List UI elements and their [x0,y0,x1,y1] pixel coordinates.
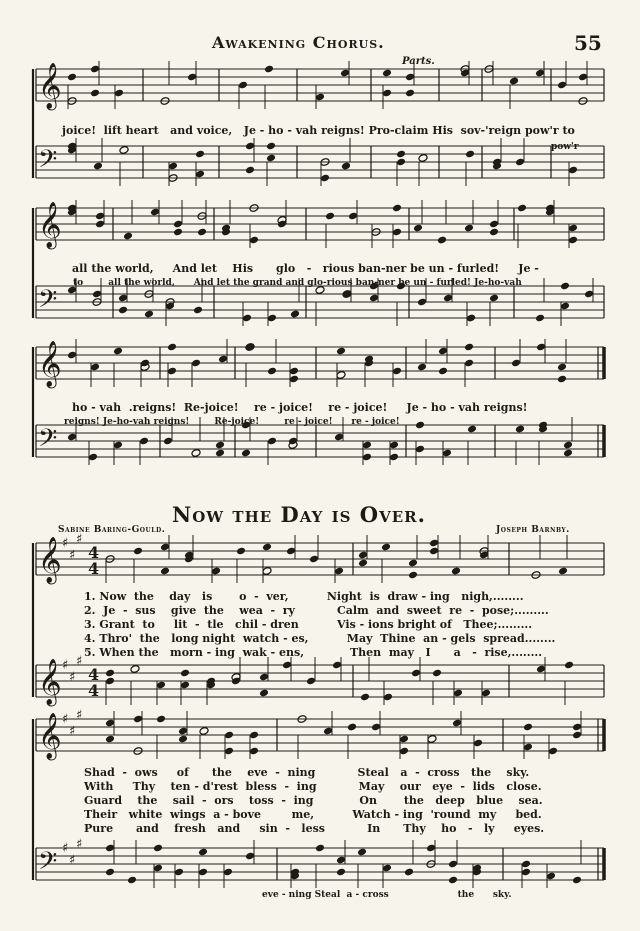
note-head [262,543,272,552]
bass-clef-icon: 𝄢 [38,424,58,459]
note-head [489,228,499,237]
note-head [560,282,570,291]
note-head [144,310,154,319]
note-head [451,567,461,576]
note-head [357,848,367,857]
chorus-bass-lyrics-line-2: to all the world, And let the grand and glo-rious ban-ner be un - furled! Je-ho-vah [73,278,522,288]
note-head [509,77,519,86]
note-head [405,89,415,98]
note-head [173,228,183,237]
note-head [336,347,346,356]
note-head [266,142,276,151]
sharp-icon: ♯ [62,841,69,856]
time-signature-denominator: 4 [88,681,100,700]
note-heads [67,61,594,888]
note-head [465,150,475,159]
note-head [396,150,406,159]
treble-clef-icon: 𝄞 [38,713,62,759]
hymn-bass-cue: eve - ning Steal a - cross the sky. [262,890,512,900]
note-head [198,848,208,857]
author-credit: Sabine Baring-Gould. [58,525,166,535]
page-number: 55 [574,31,602,55]
chorus-bass-cue-1: pow'r [551,142,579,152]
note-head [197,228,207,237]
note-head [119,146,129,155]
note-head [264,65,274,74]
note-head [160,567,170,576]
note-head [245,166,255,175]
note-head [515,425,525,434]
hymn-verse-3-part-a: 3. Grant to lit - tle chil - dren Vis - ions bright of Thee;......... [84,618,533,631]
note-head [193,306,203,315]
hymn-verse-4-part-a: 4. Thro' the long night watch - es, May Thine an - gels spread........ [84,632,556,645]
sharp-icon: ♯ [76,837,83,852]
note-head [404,868,414,877]
hymn-verse-2-part-b: With Thy ten - d'rest bless - ing May our eye - lids close. [84,780,542,793]
note-head [489,294,499,303]
hymn-verse-1-part-a: 1. Now the day is o - ver, Night is draw - ing nigh,........ [84,590,524,603]
staff-7 [36,543,604,575]
note-head [347,723,357,732]
note-head [191,449,201,458]
note-head [418,154,428,163]
note-head [127,876,137,885]
note-head [523,723,533,732]
parts-marking: Parts. [402,56,435,67]
hymn-verse-5-part-a: 5. When the morn - ing wak - ens, Then may I a - rise,........ [84,646,543,659]
sharp-icon: ♯ [76,654,83,669]
hymn-verse-1-part-b: Shad - ows of the eve - ning Steal a - cross the sky. [84,766,530,779]
note-head [381,543,391,552]
song-title-now-the-day-is-over: Now the Day is Over. [172,502,426,527]
note-head [93,162,103,171]
note-head [558,567,568,576]
note-head [467,425,477,434]
note-head [105,868,115,877]
staff-lines [33,69,604,880]
note-head [153,844,163,853]
sharp-icon: ♯ [62,658,69,673]
note-head [236,547,246,556]
note-head [105,735,115,744]
composer-credit: Joseph Barnby. [496,525,570,535]
time-signature-numerator: 4 [88,543,100,562]
sharp-icon: ♯ [69,853,76,868]
note-head [464,224,474,233]
note-head [437,236,447,245]
sharp-icon: ♯ [62,712,69,727]
note-head [266,154,276,163]
note-head [432,669,442,678]
sharp-icon: ♯ [76,532,83,547]
bass-clef-icon: 𝄢 [38,847,58,882]
note-head [535,314,545,323]
sharp-icon: ♯ [69,724,76,739]
clef-icons [38,63,99,882]
staff-3 [36,208,604,240]
note-head [199,727,209,736]
chorus-bass-lyrics-line-3: reigns! Je-ho-vah reigns! Re-joice! re - joice! re - joice! [64,417,400,427]
time-signature-numerator: 4 [88,665,100,684]
note-head [215,449,225,458]
note-head [105,669,115,678]
treble-clef-icon: 𝄞 [38,63,62,109]
note-head [180,669,190,678]
note-head [315,844,325,853]
treble-clef-icon: 𝄞 [38,341,62,387]
note-head [415,421,425,430]
staff-9 [36,719,604,751]
note-head [267,367,277,376]
note-head [178,735,188,744]
sharp-icon: ♯ [69,670,76,685]
note-head [341,162,351,171]
bass-clef-icon: 𝄢 [38,285,58,320]
sharp-icon: ♯ [69,548,76,563]
note-head [438,367,448,376]
hymn-verse-4-part-b: Their white wings a - bove me, Watch - ing 'round my bed. [84,808,542,821]
note-head [290,310,300,319]
treble-clef-icon: 𝄞 [38,537,62,583]
note-head [557,375,567,384]
note-head [156,715,166,724]
note-head [464,343,474,352]
note-head [167,343,177,352]
note-head [67,73,77,82]
note-head [413,224,423,233]
note-head [215,441,225,450]
time-signature-denominator: 4 [88,559,100,578]
staff-10 [36,848,604,880]
note-head [130,665,140,674]
note-head [448,876,458,885]
note-head [360,693,370,702]
note-head [517,204,527,213]
note-head [325,212,335,221]
note-head [564,661,574,670]
note-head [557,363,567,372]
note-head [259,689,269,698]
note-head [90,89,100,98]
note-head [123,232,133,241]
note-head [133,547,143,556]
song-title-awakening-chorus: Awakening Chorus. [212,33,385,52]
hymn-verse-2-part-a: 2. Je - sus give the wea - ry Calm and sweet re - pose;......... [84,604,549,617]
note-head [563,441,573,450]
note-head [195,150,205,159]
treble-clef-icon: 𝄞 [38,659,62,705]
sharp-icon: ♯ [62,536,69,551]
note-head [358,559,368,568]
chorus-lyrics-line-3: ho - vah .reigns! Re-joice! re - joice! re - joice! Je - ho - vah reigns! [72,401,528,414]
note-head [563,449,573,458]
note-head [417,363,427,372]
note-head [113,347,123,356]
note-head [336,868,346,877]
staff-8 [36,665,604,697]
chorus-lyrics-line-2: all the world, And let His glo - rious ban-ner be un - furled! Je - [72,262,539,275]
note-head [392,204,402,213]
bass-clef-icon: 𝄢 [38,145,58,180]
note-head [408,571,418,580]
note-head [382,69,392,78]
hymn-verse-3-part-b: Guard the sail - ors toss - ing On the deep blue sea. [84,794,543,807]
hymn-verse-5-part-b: Pure and fresh and sin - less In Thy ho - ly eyes. [84,822,545,835]
staff-4 [36,286,604,318]
note-head [118,306,128,315]
note-head [241,449,251,458]
note-head [408,559,418,568]
treble-clef-icon: 𝄞 [38,202,62,248]
note-head [572,876,582,885]
chorus-lyrics-line-1: joice! lift heart and voice, Je - ho - vah reigns! Pro-claim His sov-'reign pow'r to [62,124,575,137]
sharp-icon: ♯ [76,708,83,723]
